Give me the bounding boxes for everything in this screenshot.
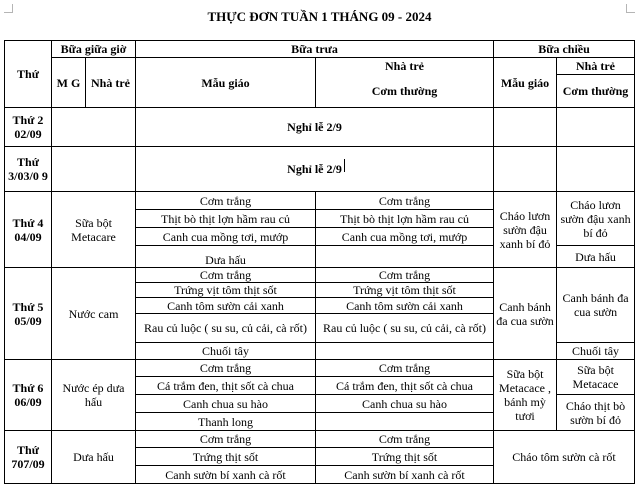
empty-cell xyxy=(494,147,557,192)
lunch-dish: Cơm trắng xyxy=(136,360,316,377)
afternoon-dish: Canh bánh đa cua sườn xyxy=(494,268,557,360)
lunch-dish: Trứng vịt tôm thịt sốt xyxy=(136,283,316,298)
text-cursor xyxy=(344,159,345,172)
day-label: Thứ 707/09 xyxy=(5,431,52,484)
lunch-dish: Cá trắm đen, thịt sốt cà chua xyxy=(136,377,316,395)
table-row xyxy=(5,147,635,192)
lunch-dish: Cơm trắng xyxy=(316,192,494,210)
afternoon-dish: Canh bánh đa cua sườn xyxy=(557,268,635,343)
lunch-dish: Cơm trắng xyxy=(316,268,494,283)
header-lunch: Bữa trưa xyxy=(136,41,494,58)
lunch-dish: Cơm trắng xyxy=(136,431,316,448)
lunch-dish: Canh cua mồng tơi, mướp xyxy=(136,228,316,246)
lunch-dish: Canh sườn bí xanh cà rốt xyxy=(316,466,494,484)
empty-cell xyxy=(316,246,494,268)
header-nursery: Nhà trẻ xyxy=(86,58,136,108)
lunch-dish: Cá trắm đen, thịt sốt cà chua xyxy=(316,377,494,395)
afternoon-dish: Sữa bột Metacace xyxy=(557,360,635,395)
afternoon-dish: Sữa bột Metacace , bánh mỳ tươi xyxy=(494,360,557,431)
header-nursery-lunch: Nhà trẻ xyxy=(316,58,494,75)
table-row xyxy=(5,108,635,147)
header-aft-nursery: Nhà trẻ xyxy=(557,58,635,75)
snack-cell: Sữa bột Metacare xyxy=(52,192,136,268)
lunch-dish: Cơm trắng xyxy=(136,268,316,283)
snack-cell: Nước ép dưa hấu xyxy=(52,360,136,431)
header-mg-short: M G xyxy=(52,58,86,108)
lunch-dish: Thịt bò thịt lợn hầm rau củ xyxy=(316,210,494,228)
lunch-dish: Canh tôm sườn cải xanh xyxy=(136,298,316,314)
holiday-note: Nghỉ lễ 2/9 xyxy=(136,108,494,147)
header-aft-kindergarten: Mẫu giáo xyxy=(494,58,557,108)
empty-cell xyxy=(52,108,136,147)
lunch-dish: Dưa hấu xyxy=(136,246,316,268)
header-afternoon: Bữa chiều xyxy=(494,41,635,58)
header-kindergarten: Mẫu giáo xyxy=(136,58,316,108)
lunch-dish: Chuối tây xyxy=(136,343,316,360)
holiday-note: Nghỉ lễ 2/9 xyxy=(136,147,494,192)
lunch-dish: Cơm trắng xyxy=(136,192,316,210)
empty-cell xyxy=(316,343,494,360)
empty-cell xyxy=(316,413,494,431)
lunch-dish: Canh chua su hào xyxy=(316,395,494,413)
menu-table xyxy=(4,40,635,484)
page-title: THỰC ĐƠN TUẦN 1 THÁNG 09 - 2024 xyxy=(207,9,432,24)
afternoon-dish: Cháo lươn sườn đậu xanh bí đỏ xyxy=(494,192,557,268)
afternoon-dish: Cháo lươn sườn đậu xanh bí đỏ xyxy=(557,192,635,246)
lunch-dish: Thanh long xyxy=(136,413,316,431)
lunch-dish: Trứng thịt sốt xyxy=(136,448,316,466)
afternoon-dish: Dưa hấu xyxy=(557,246,635,268)
header-aft-regular-rice: Cơm thường xyxy=(557,75,635,108)
empty-cell xyxy=(557,147,635,192)
lunch-dish: Canh chua su hào xyxy=(136,395,316,413)
day-label: Thứ 4 04/09 xyxy=(5,192,52,268)
table-row xyxy=(5,192,635,210)
lunch-dish: Canh sườn bí xanh cà rốt xyxy=(136,466,316,484)
lunch-dish: Trứng vịt tôm thịt sốt xyxy=(316,283,494,298)
lunch-dish: Thịt bò thịt lợn hầm rau củ xyxy=(136,210,316,228)
snack-cell: Nước cam xyxy=(52,268,136,360)
day-label: Thứ 6 06/09 xyxy=(5,360,52,431)
header-mid-snack: Bữa giữa giờ xyxy=(52,41,136,58)
table-row xyxy=(5,268,635,283)
day-label: Thứ 3/03/0 9 xyxy=(5,147,52,192)
afternoon-dish: Chuối tây xyxy=(557,343,635,360)
lunch-dish: Rau củ luộc ( su su, củ cải, cà rốt) xyxy=(316,314,494,343)
table-row xyxy=(5,431,635,448)
afternoon-dish: Cháo thịt bò sườn bí đỏ xyxy=(557,395,635,431)
header-day: Thứ xyxy=(5,41,52,108)
empty-cell xyxy=(494,108,557,147)
lunch-dish: Trứng thịt sốt xyxy=(316,448,494,466)
snack-cell: Dưa hấu xyxy=(52,431,136,484)
afternoon-dish: Cháo tôm sườn cà rốt xyxy=(494,431,635,484)
empty-cell xyxy=(52,147,136,192)
lunch-dish: Cơm trắng xyxy=(316,360,494,377)
empty-cell xyxy=(557,108,635,147)
header-regular-rice: Cơm thường xyxy=(316,75,494,108)
day-label: Thứ 5 05/09 xyxy=(5,268,52,360)
table-row xyxy=(5,360,635,377)
lunch-dish: Cơm trắng xyxy=(316,431,494,448)
lunch-dish: Canh tôm sườn cải xanh xyxy=(316,298,494,314)
lunch-dish: Rau củ luộc ( su su, củ cải, cà rốt) xyxy=(136,314,316,343)
lunch-dish: Canh cua mồng tơi, mướp xyxy=(316,228,494,246)
day-label: Thứ 2 02/09 xyxy=(5,108,52,147)
